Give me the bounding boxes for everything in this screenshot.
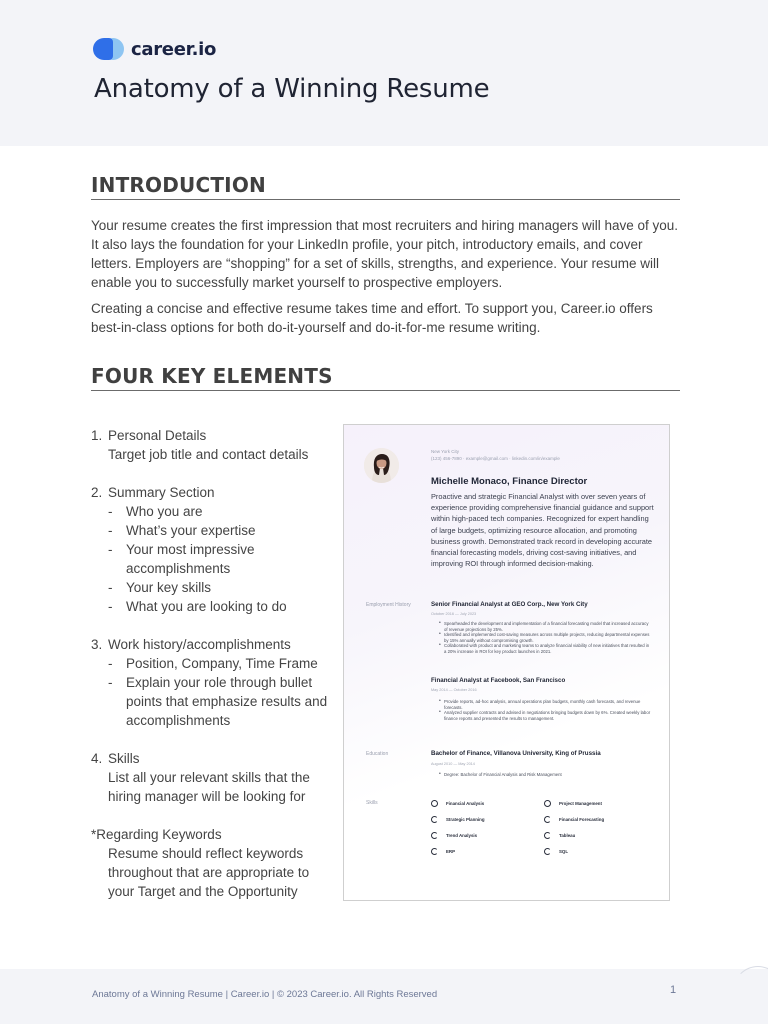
skill-item: [544, 832, 575, 839]
item-number: 3.: [91, 637, 103, 652]
list-item: 2. Summary Section - Who you are - What’s your expertise - Your most impressive accomplishments - Your key skills - What you are looking to do: [91, 483, 336, 616]
list-item: [91, 426, 336, 464]
resume-name: Michelle Monaco, Finance Director: [431, 476, 588, 487]
keywords-title: *Regarding Keywords: [91, 827, 222, 842]
employment-label: Employment History: [366, 602, 411, 608]
skill-level-ring: [431, 816, 438, 823]
job-title: Financial Analyst at Facebook, San Francisco: [431, 677, 566, 684]
skill-item: [544, 816, 604, 823]
introduction-paragraph-1: Your resume creates the first impression that most recruiters and hiring managers will have of you. It also lays the foundation for your LinkedIn profile, your pitch, introductory emails, and cover letters. Employers are “shopping” for a set of skills, strengths, and experience. Your resume will enable you to successfully market yourself to prospective employers.: [91, 218, 679, 290]
introduction-paragraph-2: Creating a concise and effective resume takes time and effort. To support you, Career.io offers best-in-class options for both do-it-yourself and do-it-for-me resume writing.: [91, 301, 653, 335]
item-bullet: What you are looking to do: [126, 599, 287, 614]
job-dates: October 2016 — July 2023: [431, 612, 477, 616]
education-label: Education: [366, 751, 389, 757]
skill-name: Project Management: [559, 801, 602, 806]
item-title: Personal Details: [108, 428, 207, 443]
list-item: 3. Work history/accomplishments - Position, Company, Time Frame - Explain your role through bullet points that emphasize results and accomplishments: [91, 635, 336, 730]
job-dates: May 2014 — October 2016: [431, 688, 477, 692]
item-title: Work history/accomplishments: [108, 637, 291, 652]
resume-contact: [431, 448, 560, 462]
resume-summary: Proactive and strategic Financial Analyst with over seven years of experience providing comprehensive financial guidance and support within high-paced tech companies. Recognized for expert handling of large budgets, optimizing resource allocation, and promoting business growth. Demonstrated track record in developing accurate financial forecasting models, driving cost-saving initiatives, and improving ROI through informed decision-making.: [431, 492, 654, 569]
skill-name: Tableau: [559, 833, 576, 838]
job-bullet: • Spearheaded the development and implementation of a financial forecasting model that increased accuracy of revenue projections by 25%.: [439, 621, 651, 632]
skills-label: Skills: [366, 800, 378, 806]
education-bullets: [439, 772, 651, 778]
item-number: 2.: [91, 485, 103, 500]
job-bullet: • Collaborated with product and marketing teams to analyze financial viability of new initiatives that resulted in a 20% increase in ROI for key product launches in 2021.: [439, 643, 651, 654]
resume-location: New York City: [431, 449, 460, 454]
document-title: Anatomy of a Winning Resume: [94, 74, 490, 104]
resume-contact-details: (123) 456-7890 · example@gmail.com · linkedin.com/in/example: [431, 456, 560, 461]
logo-text: career.io: [131, 38, 217, 60]
skill-level-ring: [431, 848, 438, 855]
skill-item: [544, 848, 568, 855]
skill-name: SQL: [559, 849, 569, 854]
key-elements-list: [91, 426, 336, 901]
job-bullet: • Identified and implemented cost-saving measures across multiple projects, reducing departmental expenses by 15% annually without compromising growth.: [439, 632, 651, 643]
item-title: Summary Section: [108, 485, 215, 500]
job-bullet: • Analyzed supplier contracts and advised in negotiations bringing budgets down by 6%. Created weekly labor finance reports and presented the results to management.: [439, 710, 651, 721]
skill-name: ERP: [446, 849, 456, 854]
job-title: Senior Financial Analyst at GEO Corp., New York City: [431, 601, 588, 608]
education-dates: August 2010 — May 2014: [431, 762, 475, 766]
skill-level-ring: [544, 848, 551, 855]
item-detail: List all your relevant skills that the hiring manager will be looking for: [108, 770, 310, 804]
four-key-elements-heading: FOUR KEY ELEMENTS: [91, 364, 680, 391]
skill-level-ring: [431, 832, 438, 839]
avatar: [364, 448, 399, 483]
skill-item: [431, 832, 477, 839]
skill-level-ring: [431, 800, 438, 807]
item-detail: Target job title and contact details: [108, 447, 309, 462]
skill-name: Trend Analysis: [446, 833, 478, 838]
header-band: [0, 0, 768, 146]
list-item: [91, 749, 336, 806]
item-bullet: Who you are: [126, 504, 203, 519]
career-io-logo: [93, 37, 216, 61]
job-bullets: [439, 621, 651, 655]
page-number: 1: [670, 984, 677, 996]
skill-name: Financial Forecasting: [559, 817, 605, 822]
education-bullet: • Degree: Bachelor of Financial Analysis and Risk Management: [439, 772, 651, 778]
skill-item: [431, 800, 484, 807]
item-number: 4.: [91, 751, 103, 766]
item-number: 1.: [91, 428, 103, 443]
skill-item: [431, 848, 455, 855]
skill-item: [431, 816, 485, 823]
job-bullet: • Provide reports, ad-hoc analysis, annual operations plan budgets, monthly cash forecasts, and revenue forecasts.: [439, 699, 651, 710]
resume-sample-image: [343, 424, 670, 901]
skill-level-ring: [544, 800, 551, 807]
item-bullet: What’s your expertise: [126, 523, 256, 538]
skill-name: Strategic Planning: [446, 817, 485, 822]
item-bullet: Explain your role through bullet points that emphasize results and accomplishments: [126, 675, 328, 728]
skill-level-ring: [544, 816, 551, 823]
item-bullet: Your most impressive accomplishments: [126, 542, 255, 576]
introduction-heading: INTRODUCTION: [91, 173, 680, 200]
item-bullet: Position, Company, Time Frame: [126, 656, 318, 671]
education-title: Bachelor of Finance, Villanova University, King of Prussia: [431, 750, 601, 757]
skill-item: [544, 800, 602, 807]
skill-name: Financial Analysis: [446, 801, 485, 806]
job-bullets: [439, 699, 651, 721]
keywords-note: [91, 825, 336, 901]
item-bullet: Your key skills: [126, 580, 212, 595]
keywords-detail: Resume should reflect keywords throughout that are appropriate to your Target and the Opportunity: [108, 846, 310, 899]
footer-text: Anatomy of a Winning Resume | Career.io | © 2023 Career.io. All Rights Reserved: [92, 989, 438, 1000]
logo-icon: [93, 37, 127, 61]
skill-level-ring: [544, 832, 551, 839]
item-title: Skills: [108, 751, 140, 766]
